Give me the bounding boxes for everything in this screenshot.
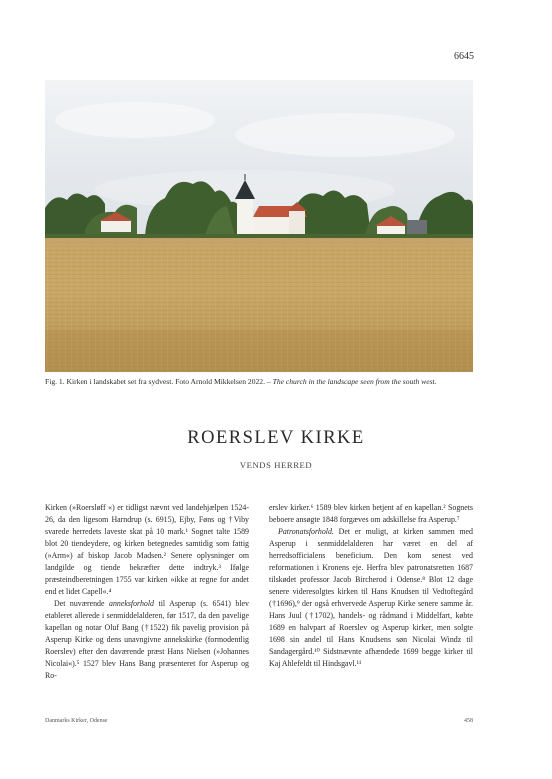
paragraph <box>269 526 473 670</box>
body-column-right <box>269 502 473 670</box>
page-number: 6645 <box>454 51 474 62</box>
text-run: til Asperup (s. 6541) blev etableret allerede i senmiddelalderen, før 1517, da den pavelige kapellan og notar Oluf Bang (†1522) fik pavelig provision på Asperup Kirke og dens unavngivne annekskirke (formodentlig Roerslev) efter den daværende præst Hans Nielsen (»Johannes Nicolai«).⁵ 1527 blev Hans Bang præsenteret for Asperup og Ro- <box>45 599 249 681</box>
page-title: ROERSLEV KIRKE <box>187 428 365 448</box>
figure-caption <box>45 376 473 388</box>
page-subtitle: VENDS HERRED <box>239 460 313 470</box>
text-run: Det nuværende <box>54 599 109 609</box>
paragraph: erslev kirker.⁶ 1589 blev kirken betjent af en kapellan.² Sognets beboere ansøgte 1848 forgæves om adskillelse fra Asperup.⁷ <box>269 503 473 525</box>
footer-page-number: 458 <box>464 718 473 724</box>
paragraph: Kirken (»Roersløff «) er tidligst nævnt ved landehjælpen 1524-26, da den ligesom Harndrup (s. 6915), Ejby, Føns og †Viby svarede herredets laveste skat på 10 mark.¹ Sognet talte 1589 blot 20 tiendeydere, og kirken betegnedes samtidig som fattig (»Arm«) af biskop Jacob Madsen.² Senere oplysninger om landgilde og tiende bekræfter dette indtryk.³ Ifølge præsteindberetningen 1755 var kirken »ikke at regne for andet end et lidet Capell«.⁴ <box>45 503 249 597</box>
caption-danish: Fig. 1. Kirken i landskabet set fra sydvest. Foto Arnold Mikkelsen 2022. – <box>45 377 271 386</box>
text-run: Det er muligt, at kirken sammen med Asperup i senmiddelalderen har været en del af herredsofficialens beneficium. Den kom senest ved reformationen i Kronens eje. Herfra blev patronatsretten 1687 tilskødet professor Jacob Bircherod i Odense.⁸ Blot 12 dage senere videresolgtes kirken til Hans Knudsen til Vedtoftegård (†1696),⁹ der også erhvervede Asperup Kirke senere samme år. Hans Juul (†1702), handels- og rådmand i Middelfart, købte 1689 en halvpart af Roerslev og Asperup kirker, men solgte 1698 sin andel til Hans Knudsens søn Nicolai Windz til Sandagergård.¹⁰ Sidstnævnte afhændede 1699 begge kirker til Kaj Ahlefeldt til Hindsgavl.¹¹ <box>269 527 473 669</box>
church-landscape-photo <box>45 80 473 372</box>
emphasis: Patronatsforhold. <box>278 527 334 537</box>
caption-english: The church in the landscape seen from the south west. <box>272 377 437 386</box>
footer-publication: Danmarks Kirker, Odense <box>45 718 108 724</box>
body-column-left <box>45 502 249 682</box>
paragraph <box>45 598 249 682</box>
emphasis: anneksforhold <box>109 599 155 609</box>
